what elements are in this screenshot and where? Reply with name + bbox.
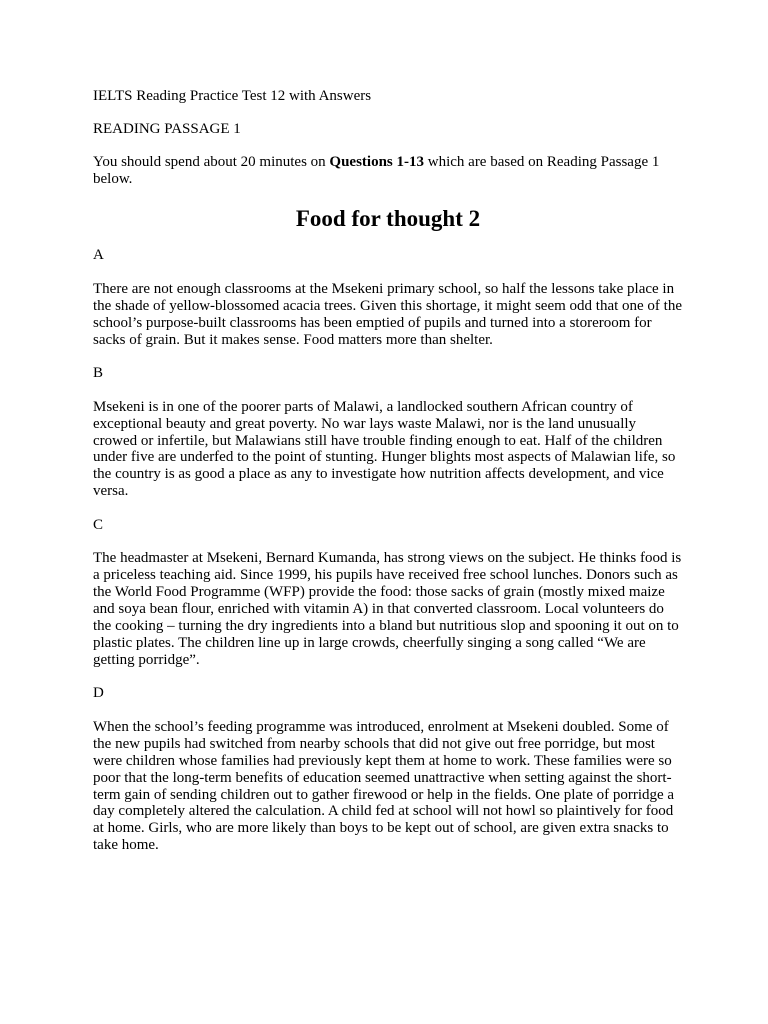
paragraph-b: Msekeni is in one of the poorer parts of Malawi, a landlocked southern African country of exceptional beauty and great poverty. No war lays waste Malawi, nor is the land unusually crowed or infertile, but Malawians still have trouble finding enough to eat. Half of the children under five are underfed to the point of stunting. Hunger blights most aspects of Malawian life, so the country is as good a place as any to investigate how nutrition affects development, and vice versa. <box>93 398 676 500</box>
instructions <box>93 154 683 188</box>
paragraph-c: The headmaster at Msekeni, Bernard Kumanda, has strong views on the subject. He thinks food is a priceless teaching aid. Since 1999, his pupils have received free school lunches. Donors such as the World Food Programme (WFP) provide the food: those sacks of grain (mostly mixed maize and soya bean flour, enriched with vitamin A) in that converted classroom. Local volunteers do the cooking – turning the dry ingredients into a bland but nutritious slop and spooning it out on to plastic plates. The children line up in large crowds, cheerfully singing a song called “We are getting porridge”. <box>93 550 682 668</box>
questions-range: Questions 1-13 <box>329 154 424 171</box>
paragraph-d: When the school’s feeding programme was introduced, enrolment at Msekeni doubled. Some of the new pupils had switched from nearby schools that did not give out free porridge, but most were children whose families had previously kept them at home to work. These families were so poor that the long-term benefits of education seemed unattractive when setting against the short-term gain of sending children out to gather firewood or help in the fields. One plate of porridge a day completely altered the calculation. A child fed at school will not howl so plaintively for food at home. Girls, who are more likely than boys to be kept out of school, are given extra snacks to take home. <box>93 718 675 854</box>
test-title: IELTS Reading Practice Test 12 with Answers <box>93 88 372 104</box>
section-label-a: A <box>93 247 104 264</box>
article-title: Food for thought 2 <box>295 205 481 231</box>
instructions-text-before: You should spend about 20 minutes on <box>93 154 330 171</box>
instructions-text-after: which are based on Reading Passage 1 below. <box>93 154 660 187</box>
section-label-c: C <box>93 516 104 533</box>
paragraph-a: There are not enough classrooms at the Msekeni primary school, so half the lessons take place in the shade of yellow-blossomed acacia trees. Given this shortage, it might seem odd that one of the school’s purpose-built classrooms has been emptied of pupils and turned into a storeroom for sacks of grain. But it makes sense. Food matters more than shelter. <box>93 280 683 348</box>
section-label-d: D <box>93 685 104 702</box>
passage-heading: READING PASSAGE 1 <box>93 121 241 137</box>
section-label-b: B <box>93 365 104 382</box>
document-page <box>93 88 683 854</box>
